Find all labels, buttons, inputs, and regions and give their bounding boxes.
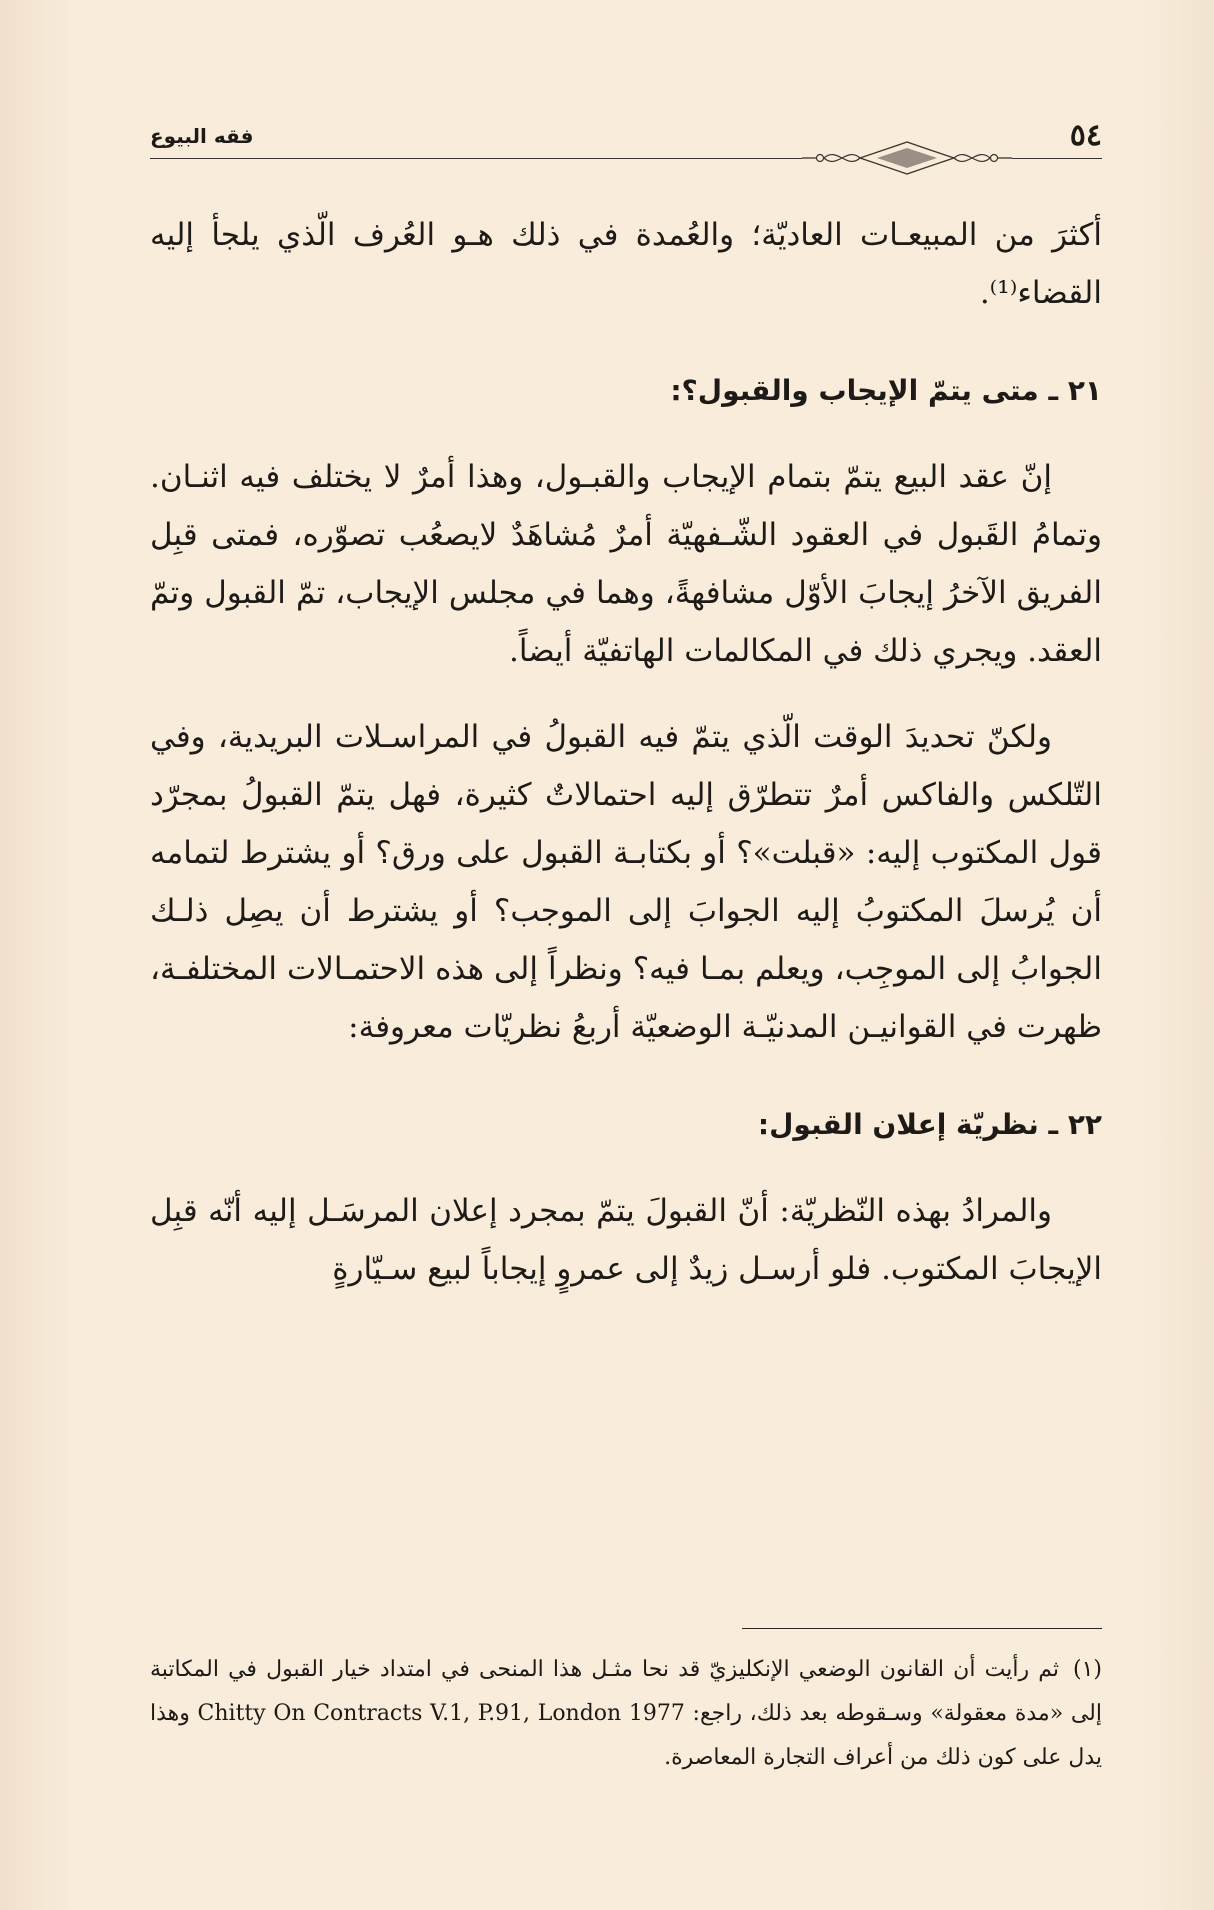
footnote-marker: (١) <box>1072 1657 1102 1682</box>
footnote <box>150 1648 1102 1780</box>
running-title: فقه البيوع <box>150 124 254 148</box>
paragraph: والمرادُ بهذه النّظريّة: أنّ القبولَ يتمّ بمجرد إعلان المرسَـل إليه أنّه قبِل الإيجابَ المكتوب. فلو أرسـل زيدٌ إلى عمروٍ إيجاباً لبيع سـيّارةٍ <box>150 1193 1102 1287</box>
body-text <box>150 206 1102 1298</box>
ornament-icon <box>802 140 1012 176</box>
page-header <box>150 118 1102 168</box>
paragraph: ولكنّ تحديدَ الوقت الّذي يتمّ فيه القبولُ في المراسـلات البريدية، وفي التّلكس والفاكس أمرٌ تتطرّق إليه احتمالاتٌ كثيرة، فهل يتمّ القبولُ بمجرّد قول المكتوب إليه: «قبلت»؟ أو بكتابـة القبول على ورق؟ أو يشترط لتمامه أن يُرسلَ المكتوبُ إليه الجوابَ إلى الموجب؟ أو يشترط أن يصِل ذلـك الجوابُ إلى الموجِب، ويعلم بمـا فيه؟ ونظراً إلى هذه الاحتمـالات المختلفـة، ظهرت في القوانيـن المدنيّـة الوضعيّة أربعُ نظريّات معروفة: <box>150 719 1102 1045</box>
footnote-text: ثم رأيت أن القانون الوضعي الإنكليزيّ قد نحا مثـل هذا المنحى في امتداد خيار القبول في المكاتبة إلى «مدة معقولة» وسـقوطه بعد ذلك، راجع: Chitty On Contracts V.1, P.91, London 1977 وهذا يدل على كون ذلك من أعراف التجارة المعاصرة. <box>150 1657 1102 1770</box>
paragraph: أكثرَ من المبيعـات العاديّة؛ والعُمدة في ذلك هـو العُرف الّذي يلجأ إليه القضاء⁽¹⁾. <box>150 217 1102 311</box>
footnotes <box>150 1648 1102 1780</box>
footnote-rule <box>742 1628 1102 1629</box>
page-number: ٥٤ <box>1069 118 1102 153</box>
paragraph: إنّ عقد البيع يتمّ بتمام الإيجاب والقبـول، وهذا أمرٌ لا يختلف فيه اثنـان. وتمامُ القَبول في العقود الشّـفهيّة أمرٌ مُشاهَدٌ لايصعُب تصوّره، فمتى قبِل الفريق الآخرُ إيجابَ الأوّل مشافهةً، وهما في مجلس الإيجاب، تمّ القبول وتمّ العقد. ويجري ذلك في المكالمات الهاتفيّة أيضاً. <box>150 459 1102 669</box>
section-heading-22: ٢٢ ـ نظريّة إعلان القبول: <box>757 1108 1102 1141</box>
section-heading-21: ٢١ ـ متى يتمّ الإيجاب والقبول؟: <box>670 374 1102 407</box>
